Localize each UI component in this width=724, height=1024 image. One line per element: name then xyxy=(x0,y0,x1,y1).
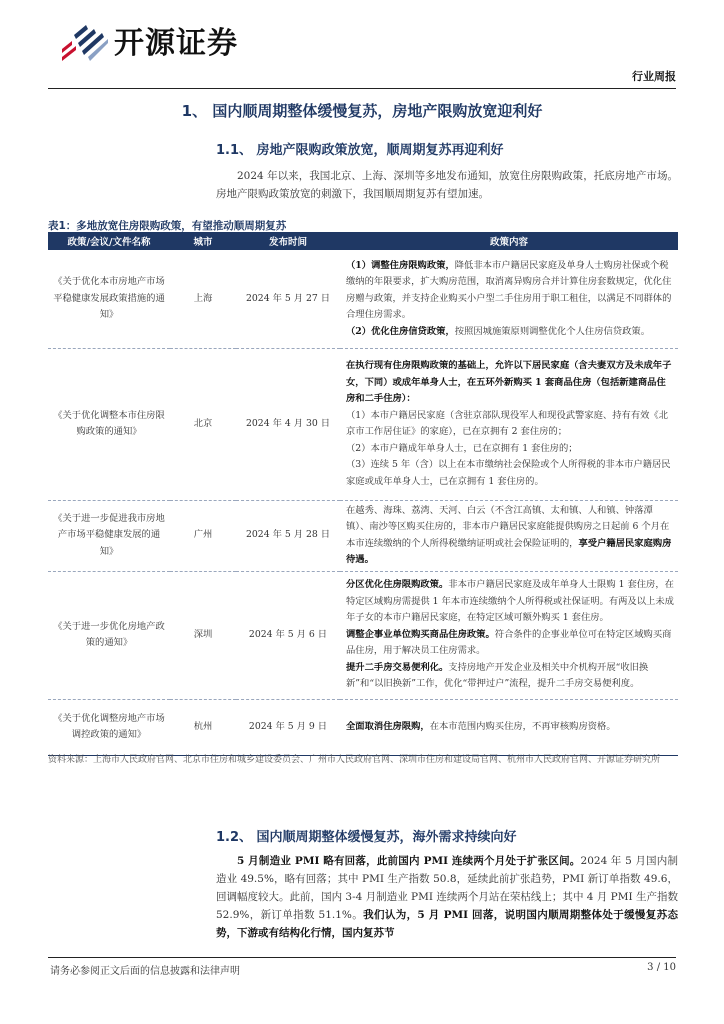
section-1-2-title: 1.2、 国内顺周期整体缓慢复苏，海外需求持续向好 xyxy=(216,830,517,845)
table-row xyxy=(48,699,678,755)
table-row xyxy=(48,250,678,348)
section-1-1-text: 2024 年以来，我国北京、上海、深圳等多地发布通知，放宽住房限购政策，托底房地产市场。房地产限购政策放宽的刺激下，我国顺周期复苏有望加速。 xyxy=(216,170,678,200)
section-1-title: 1、 国内顺周期整体缓慢复苏，房地产限购放宽迎利好 xyxy=(181,102,543,120)
company-logo xyxy=(58,18,238,62)
policy-time: 2024 年 5 月 27 日 xyxy=(236,250,340,348)
header-content: 政策内容 xyxy=(340,232,678,250)
policy-time: 2024 年 4 月 30 日 xyxy=(236,348,340,500)
policy-city: 北京 xyxy=(170,348,236,500)
section-1-1-title: 1.1、 房地产限购政策放宽，顺周期复苏再迎利好 xyxy=(216,143,504,158)
content-bold: （2）优化住房信贷政策， xyxy=(346,325,455,337)
content-line: （2）本市户籍成年单身人士，已在京拥有 1 套住房的； xyxy=(346,442,578,454)
section-1-2-body: 2024 年 5 月国内制造业 49.5%，略有回落；其中 PMI 生产指数 50.8，延续此前扩张趋势，PMI 新订单指数 49.6，回调幅度较大。此前，国内 3-4 月制造业 PMI 连续两个月站在荣枯线上；其中 4 月 PMI 生产指数 52.9%，新订单指数 51.1%。 xyxy=(216,855,678,921)
policy-time: 2024 年 5 月 6 日 xyxy=(236,571,340,699)
logo-mark-icon xyxy=(58,19,110,61)
footer-disclaimer: 请务必参阅正文后面的信息披露和法律声明 xyxy=(50,966,240,977)
section-1-2-paragraph xyxy=(216,852,678,942)
policy-name: 《关于优化调整本市住房限购政策的通知》 xyxy=(48,348,170,500)
policy-content xyxy=(340,571,678,699)
content-text: 降低非本市户籍居民家庭及单身人士购房社保或个税缴纳的年限要求，扩大购房范围，取消离异购房合并计算住房套数规定，优化住房赠与政策，并支持企业购买小户型二手住房用于职工租住，以满足不同群体的合理住房需求。 xyxy=(346,259,672,320)
content-bold: 享受户籍居民家庭购房待遇。 xyxy=(346,537,672,565)
content-line xyxy=(346,503,674,569)
header-city: 城市 xyxy=(170,232,236,250)
content-line: （1）本市户籍居民家庭（含驻京部队现役军人和现役武警家庭、持有有效《北京市工作居住证》的家庭），已在京拥有 2 套住房的； xyxy=(346,409,669,437)
content-text: 在越秀、海珠、荔湾、天河、白云（不含江高镇、太和镇、人和镇、钟落潭镇）、南沙等区购买住房的，非本市户籍居民家庭能提供购房之日起前 6 个月在本市连续缴纳的个人所得税缴纳证明或社会保险证明的， xyxy=(346,504,670,549)
content-text: 在本市范围内购买住房，不再审核购房资格。 xyxy=(429,720,616,732)
policy-name: 《关于优化本市房地产市场平稳健康发展政策措施的通知》 xyxy=(48,250,170,348)
table-header-row xyxy=(48,232,678,250)
content-line xyxy=(346,324,674,341)
report-type-label: 行业周报 xyxy=(632,70,676,83)
policy-time: 2024 年 5 月 9 日 xyxy=(236,699,340,755)
table-source: 资料来源：上海市人民政府官网、北京市住房和城乡建设委员会、广州市人民政府官网、深圳市住房和建设局官网、杭州市人民政府官网、开源证券研究所 xyxy=(48,755,661,765)
table-row xyxy=(48,500,678,571)
policy-content xyxy=(340,500,678,571)
policy-name: 《关于进一步促进我市房地产市场平稳健康发展的通知》 xyxy=(48,500,170,571)
policy-table xyxy=(48,232,678,756)
policy-name: 《关于优化调整房地产市场调控政策的通知》 xyxy=(48,699,170,755)
header-divider xyxy=(48,88,676,89)
page-number: 3 / 10 xyxy=(647,962,676,973)
table-title: 表1：多地放宽住房限购政策，有望推动顺周期复苏 xyxy=(48,220,287,232)
table-row xyxy=(48,571,678,699)
policy-city: 深圳 xyxy=(170,571,236,699)
content-text: 按照因城施策原则调整优化个人住房信贷政策。 xyxy=(454,325,650,337)
content-line xyxy=(346,627,674,660)
logo-text: 开源证券 xyxy=(114,26,238,61)
content-bold: 分区优化住房限购政策。 xyxy=(346,579,449,591)
content-line xyxy=(346,719,674,736)
content-bold: 在执行现有住房限购政策的基础上，允许以下居民家庭（含夫妻双方及未成年子女，下同）或成年单身人士，在五环外新购买 1 套商品住房（包括新建商品住房和二手住房）： xyxy=(346,360,672,404)
policy-city: 广州 xyxy=(170,500,236,571)
section-1-2-lead: 5 月制造业 PMI 略有回落，此前国内 PMI 连续两个月处于扩张区间。 xyxy=(237,855,581,867)
header-time: 发布时间 xyxy=(236,232,340,250)
footer-divider xyxy=(48,957,676,958)
section-1-1-paragraph xyxy=(216,167,678,203)
page-header xyxy=(0,0,724,92)
policy-name: 《关于进一步优化房地产政策的通知》 xyxy=(48,571,170,699)
content-bold: （1）调整住房限购政策， xyxy=(346,259,455,271)
policy-time: 2024 年 5 月 28 日 xyxy=(236,500,340,571)
policy-content xyxy=(340,699,678,755)
policy-city: 杭州 xyxy=(170,699,236,755)
content-text: 非本市户籍居民家庭及成年单身人士限购 1 套住房，在特定区域购房需提供 1 年本市连续缴纳个人所得税或社保证明。有两及以上未成年子女的本市户籍居民家庭，在特定区域可额外购买 1 套住房。 xyxy=(346,579,674,624)
policy-city: 上海 xyxy=(170,250,236,348)
table-row xyxy=(48,348,678,500)
content-text: 支持房地产开发企业及相关中介机构开展“收旧换新”和“以旧换新”工作，优化“带押过户”流程，提升二手房交易便利度。 xyxy=(346,661,649,690)
content-line xyxy=(346,258,674,324)
section-1-2-conclusion: 我们认为，5 月 PMI 回落，说明国内顺周期整体处于缓慢复苏态势，下游或有结构化行情，国内复苏节 xyxy=(216,909,678,939)
content-line: （3）连续 5 年（含）以上在本市缴纳社会保险或个人所得税的非本市户籍居民家庭或成年单身人士，已在京拥有 1 套住房的。 xyxy=(346,459,671,487)
content-line xyxy=(346,660,674,693)
policy-content xyxy=(340,250,678,348)
content-bold: 调整企事业单位购买商品住房政策。 xyxy=(346,628,495,640)
content-text: 符合条件的企事业单位可在特定区域购买商品住房，用于解决员工住房需求。 xyxy=(346,628,672,657)
content-line xyxy=(346,577,674,627)
header-name: 政策/会议/文件名称 xyxy=(48,232,170,250)
section-1-2-text xyxy=(216,852,678,942)
policy-content xyxy=(340,348,678,500)
content-bold: 提升二手房交易便利化。 xyxy=(346,661,449,673)
content-line xyxy=(346,358,674,408)
content-bold: 全面取消住房限购， xyxy=(346,720,430,732)
